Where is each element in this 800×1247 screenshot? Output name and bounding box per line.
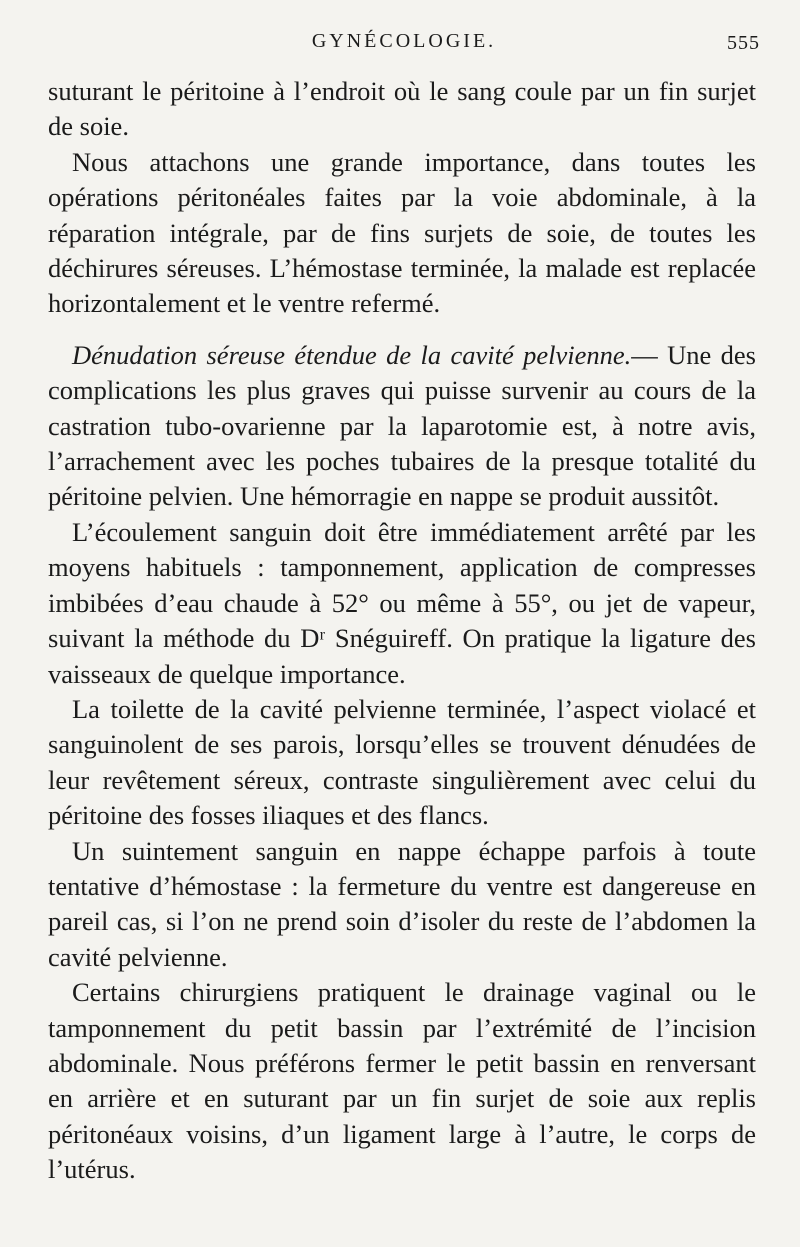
section-paragraph bbox=[48, 338, 756, 515]
body-text bbox=[48, 74, 756, 1188]
section-title: Dénudation séreuse étendue de la cavité pelvienne. bbox=[72, 339, 632, 370]
section-paragraph-text: — Une des complications les plus graves qui puisse survenir au cours de la castration tubo-ovarienne par la laparotomie est, à notre avis, l’arrachement avec les poches tubaires de la presque totalité du péritoine pelvien. Une hémorragie en nappe se produit aussitôt. bbox=[48, 339, 756, 512]
paragraph-4: La toilette de la cavité pelvienne terminée, l’aspect violacé et sanguinolent de ses parois, lorsqu’elles se trouvent dénudées de leur revêtement séreux, contraste singulièrement avec celui du péritoine des fosses iliaques et des flancs. bbox=[48, 693, 756, 831]
paragraph-6: Certains chirurgiens pratiquent le drainage vaginal ou le tamponnement du petit bassin par l’extrémité de l’incision abdominale. Nous préférons fermer le petit bassin en renversant en arrière et en suturant par un fin surjet de soie aux replis péritonéaux voisins, d’un ligament large à l’autre, le corps de l’utérus. bbox=[48, 977, 756, 1185]
running-header bbox=[48, 30, 760, 60]
paragraph-continuation: suturant le péritoine à l’endroit où le sang coule par un fin surjet de soie. bbox=[48, 76, 756, 142]
paragraph-1: Nous attachons une grande importance, dans toutes les opérations péritonéales faites par la voie abdominale, à la réparation intégrale, par de fins surjets de soie, de toutes les déchirures séreuses. L’hémostase terminée, la malade est replacée horizontalement et le ventre refermé. bbox=[48, 146, 756, 319]
running-title: GYNÉCOLOGIE. bbox=[311, 30, 497, 52]
page-number: 555 bbox=[727, 32, 760, 54]
paragraph-5: Un suintement sanguin en nappe échappe parfois à toute tentative d’hémostase : la fermeture du ventre est dangereuse en pareil cas, si l’on ne prend soin d’isoler du reste de l’abdomen la cavité pelvienne. bbox=[48, 835, 756, 972]
paragraph-3: L’écoulement sanguin doit être immédiatement arrêté par les moyens habituels : tamponnement, application de compresses imbibées d’eau chaude à 52° ou même à 55°, ou jet de vapeur, suivant la méthode du Dʳ Snéguireff. On pratique la ligature des vaisseaux de quelque importance. bbox=[48, 516, 756, 689]
